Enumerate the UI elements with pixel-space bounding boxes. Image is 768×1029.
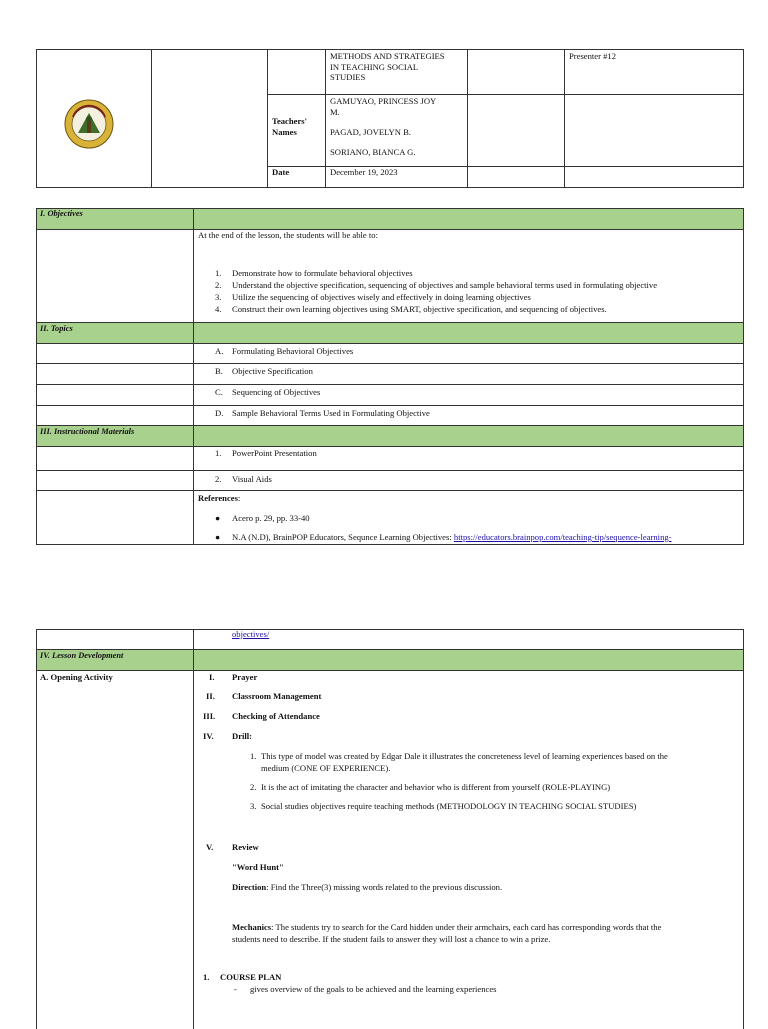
teacher-name: M. — [330, 107, 340, 117]
list-item-number: 4. — [215, 304, 222, 314]
step-number: V. — [206, 842, 214, 852]
dash-bullet: - — [234, 984, 237, 994]
review-label: Review — [232, 842, 259, 852]
drill-number: 3. — [250, 801, 257, 811]
opening-activity-label: A. Opening Activity — [40, 672, 113, 682]
step-number: II. — [206, 691, 215, 701]
topic-letter: C. — [215, 387, 223, 397]
topic-item: Objective Specification — [232, 366, 313, 376]
drill-item: medium (CONE OF EXPERIENCE). — [261, 763, 391, 773]
reference-item: N.A (N.D), BrainPOP Educators, Sequnce Learning Objectives: https://educators.brainpop.com/teaching-tip/sequence-learning- — [232, 532, 672, 542]
drill-item: This type of model was created by Edgar Dale it illustrates the concreteness level of learning experiences based on the — [261, 751, 668, 761]
list-item-number: 3. — [215, 292, 222, 302]
course-plan-number: 1. — [203, 972, 210, 982]
references-heading: References: — [198, 493, 241, 503]
objectives-heading: I. Objectives — [40, 209, 83, 218]
list-item: Understand the objective specification, sequencing of objectives and sample behavioral terms used in formulating objective — [232, 280, 658, 290]
topic-item: Formulating Behavioral Objectives — [232, 346, 354, 356]
course-title: METHODS AND STRATEGIES IN TEACHING SOCIAL STUDIES — [330, 51, 445, 83]
course-plan-description: gives overview of the goals to be achieved and the learning experiences — [250, 984, 497, 994]
topic-letter: A. — [215, 346, 224, 356]
step-label: Checking of Attendance — [232, 711, 320, 721]
course-plan-label: COURSE PLAN — [220, 972, 282, 982]
mechanics-text: Mechanics: The students try to search for the Card hidden under their armchairs, each card has corresponding words that the — [232, 922, 662, 932]
material-item: PowerPoint Presentation — [232, 448, 317, 458]
material-number: 2. — [215, 474, 222, 484]
topic-letter: B. — [215, 366, 223, 376]
teachers-label: Teachers' Names — [272, 116, 308, 137]
step-label: Prayer — [232, 672, 258, 682]
teacher-name: PAGAD, JOVELYN B. — [330, 127, 411, 137]
list-item-number: 2. — [215, 280, 222, 290]
step-number: III. — [203, 711, 216, 721]
bullet-icon: ● — [215, 532, 221, 542]
drill-item: It is the act of imitating the character and behavior who is different from yourself (ROLE-PLAYING) — [261, 782, 611, 792]
step-number: I. — [209, 672, 215, 682]
direction-text: Direction: Find the Three(3) missing words related to the previous discussion. — [232, 882, 503, 892]
lesson-development-heading: IV. Lesson Development — [40, 651, 124, 660]
mechanics-text-continued: students need to describe. If the student fails to answer they will lost a chance to win a prize. — [232, 934, 551, 944]
topic-item: Sequencing of Objectives — [232, 387, 321, 397]
word-hunt-title: "Word Hunt" — [232, 862, 284, 872]
teacher-name: SORIANO, BIANCA G. — [330, 147, 416, 157]
material-item: Visual Aids — [232, 474, 272, 484]
list-item: Demonstrate how to formulate behavioral objectives — [232, 268, 413, 278]
reference-item: Acero p. 29, pp. 33-40 — [232, 513, 310, 523]
objectives-intro: At the end of the lesson, the students will be able to: — [198, 230, 378, 240]
drill-number: 1. — [250, 751, 257, 761]
step-label: Drill: — [232, 731, 253, 741]
step-label: Classroom Management — [232, 691, 322, 701]
drill-number: 2. — [250, 782, 257, 792]
list-item-number: 1. — [215, 268, 222, 278]
materials-heading: III. Instructional Materials — [40, 427, 135, 436]
teacher-name: GAMUYAO, PRINCESS JOY — [330, 96, 437, 106]
material-number: 1. — [215, 448, 222, 458]
list-item: Utilize the sequencing of objectives wisely and effectively in doing learning objectives — [232, 292, 531, 302]
drill-item: Social studies objectives require teaching methods (METHODOLOGY IN TEACHING SOCIAL STUDIES) — [261, 801, 637, 811]
step-number: IV. — [203, 731, 214, 741]
university-seal-logo — [64, 99, 114, 149]
reference-link-continued[interactable]: objectives/ — [232, 629, 270, 639]
list-item: Construct their own learning objectives using SMART, objective specification, and sequencing of objectives. — [232, 304, 607, 314]
reference-link[interactable]: https://educators.brainpop.com/teaching-tip/sequence-learning- — [453, 532, 672, 542]
topics-heading: II. Topics — [40, 324, 73, 333]
topic-item: Sample Behavioral Terms Used in Formulating Objective — [232, 408, 430, 418]
bullet-icon: ● — [215, 513, 221, 523]
date-label: Date — [272, 167, 290, 177]
topic-letter: D. — [215, 408, 224, 418]
presenter-label: Presenter #12 — [569, 51, 617, 61]
date-value: December 19, 2023 — [330, 167, 398, 177]
